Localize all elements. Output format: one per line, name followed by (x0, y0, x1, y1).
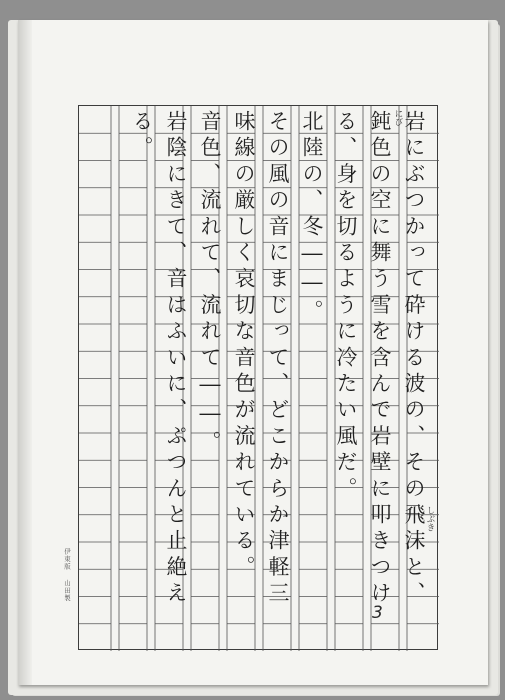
ruby-shibuki: しぶき (425, 506, 435, 532)
page-number: 3 (372, 603, 383, 623)
text-column-1: 岩にぶつかって砕ける波の、その飛沫と、 (402, 110, 426, 608)
ruby-nibi: にび (393, 109, 403, 126)
text-column-6: 味線の厳しく哀切な音色が流れている。 (232, 110, 256, 582)
publisher-stamp: 伊東版 山田製 (63, 548, 71, 602)
text-column-3: る、身を切るように冷たい風だ。 (334, 110, 358, 503)
text-column-7: 音色、流れて、流れて――。 (198, 110, 222, 457)
genkou-grid (78, 105, 438, 650)
text-column-8: 岩陰にきて、音はふいに、ぷつんと止絶え (164, 110, 188, 608)
text-column-4: 北陸の、冬――。 (300, 110, 324, 326)
sheet-binding-edge (18, 20, 32, 685)
text-column-5: その風の音にまじって、どこからか津軽三 (266, 110, 290, 608)
text-column-2: 鈍色の空に舞う雪を含んで岩壁に叩きつけ (368, 110, 392, 608)
text-column-9: る。 (130, 110, 154, 163)
